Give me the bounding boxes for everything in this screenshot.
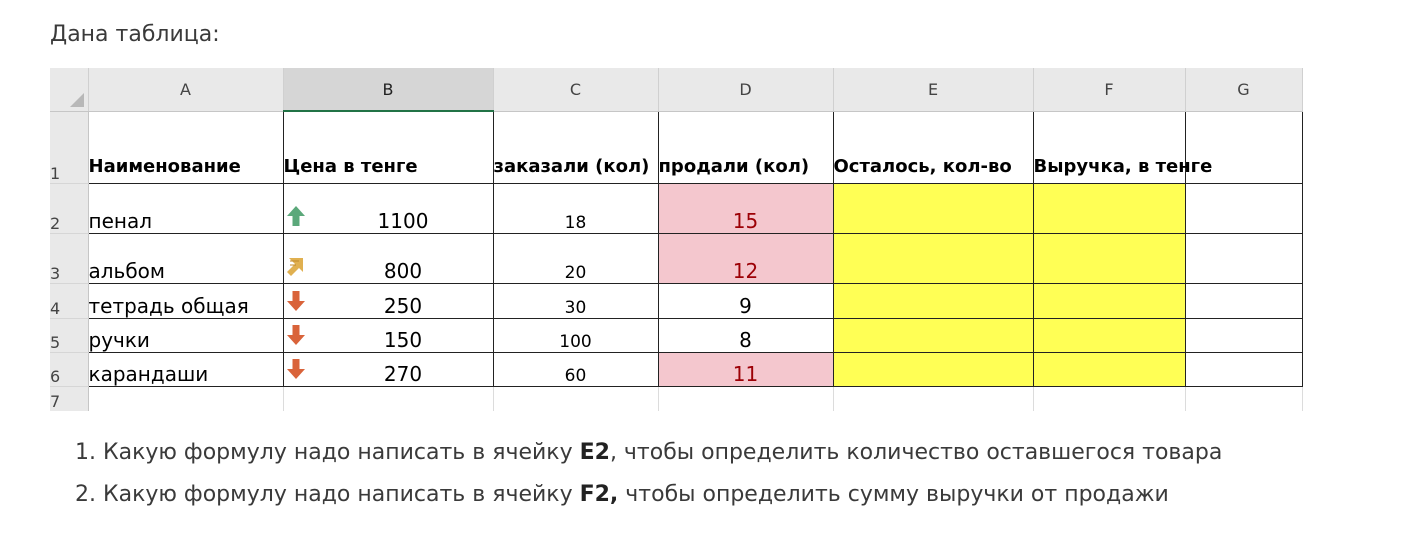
table-row	[50, 318, 1302, 352]
row-header-5[interactable]: 5	[50, 318, 88, 352]
cell-sold[interactable]: 11	[658, 352, 833, 386]
list-item	[75, 432, 1222, 474]
cell-g6[interactable]	[1185, 352, 1302, 386]
cell-ordered[interactable]: 18	[493, 183, 658, 233]
question-text-rest: , чтобы определить количество оставшегося товара	[609, 440, 1223, 465]
column-header-b[interactable]: B	[283, 68, 493, 111]
price-value: 150	[383, 327, 423, 352]
cell-g4[interactable]	[1185, 283, 1302, 318]
question-cell-ref: E2	[579, 440, 610, 465]
question-number: 2.	[75, 482, 103, 507]
cell-sold[interactable]: 9	[658, 283, 833, 318]
table-row	[50, 183, 1302, 233]
cell-f6[interactable]	[1033, 352, 1185, 386]
cell-name[interactable]: карандаши	[88, 352, 283, 386]
spreadsheet-image	[50, 68, 1302, 411]
arrow-down-red-icon	[286, 358, 306, 380]
cell-e3[interactable]	[833, 233, 1033, 283]
table-row	[50, 233, 1302, 283]
cell-name[interactable]: тетрадь общая	[88, 283, 283, 318]
intro-text: Дана таблица:	[50, 22, 220, 47]
column-header-a[interactable]: A	[88, 68, 283, 111]
cell-f5[interactable]	[1033, 318, 1185, 352]
cell-g7[interactable]	[1185, 386, 1302, 411]
cell-name[interactable]: пенал	[88, 183, 283, 233]
column-header-f[interactable]: F	[1033, 68, 1185, 111]
arrow-diagonal-yellow-icon	[286, 255, 306, 277]
arrow-down-red-icon	[286, 324, 306, 346]
arrow-up-green-icon	[286, 205, 306, 227]
cell-sold[interactable]: 12	[658, 233, 833, 283]
cell-g3[interactable]	[1185, 233, 1302, 283]
cell-e2[interactable]	[833, 183, 1033, 233]
question-text: Какую формулу надо написать в ячейку	[102, 482, 580, 507]
table-row	[50, 283, 1302, 318]
cell-g2[interactable]	[1185, 183, 1302, 233]
column-header-d[interactable]: D	[658, 68, 833, 111]
price-value: 270	[383, 361, 423, 386]
cell-price[interactable]	[283, 318, 493, 352]
price-value: 250	[383, 293, 423, 318]
row-header-3[interactable]: 3	[50, 233, 88, 283]
cell-f7[interactable]	[1033, 386, 1185, 411]
question-text: Какую формулу надо написать в ячейку	[102, 440, 580, 465]
select-all-corner[interactable]	[50, 68, 88, 111]
header-cell-revenue[interactable]: Выручка, в тенге	[1033, 111, 1185, 183]
header-cell-sold[interactable]: продали (кол)	[658, 111, 833, 183]
cell-price[interactable]	[283, 233, 493, 283]
cell-d7[interactable]	[658, 386, 833, 411]
row-header-6[interactable]: 6	[50, 352, 88, 386]
cell-f2[interactable]	[1033, 183, 1185, 233]
header-cell-price[interactable]: Цена в тенге	[283, 111, 493, 183]
cell-name[interactable]: альбом	[88, 233, 283, 283]
row-header-1[interactable]: 1	[50, 111, 88, 183]
cell-ordered[interactable]: 30	[493, 283, 658, 318]
question-text-rest: чтобы определить сумму выручки от продажи	[618, 482, 1169, 507]
column-header-c[interactable]: C	[493, 68, 658, 111]
header-cell-ordered[interactable]: заказали (кол)	[493, 111, 658, 183]
row-header-2[interactable]: 2	[50, 183, 88, 233]
cell-e5[interactable]	[833, 318, 1033, 352]
arrow-down-red-icon	[286, 290, 306, 312]
cell-b7[interactable]	[283, 386, 493, 411]
cell-g5[interactable]	[1185, 318, 1302, 352]
cell-price[interactable]	[283, 183, 493, 233]
cell-e4[interactable]	[833, 283, 1033, 318]
cell-sold[interactable]: 15	[658, 183, 833, 233]
cell-f3[interactable]	[1033, 233, 1185, 283]
select-all-triangle-icon	[70, 93, 84, 107]
cell-price[interactable]	[283, 352, 493, 386]
spreadsheet-grid	[50, 68, 1303, 411]
cell-name[interactable]: ручки	[88, 318, 283, 352]
price-value: 800	[383, 258, 423, 283]
cell-e7[interactable]	[833, 386, 1033, 411]
cell-c7[interactable]	[493, 386, 658, 411]
column-header-e[interactable]: E	[833, 68, 1033, 111]
row-header-4[interactable]: 4	[50, 283, 88, 318]
list-item	[75, 474, 1222, 516]
cell-ordered[interactable]: 100	[493, 318, 658, 352]
column-header-g[interactable]: G	[1185, 68, 1302, 111]
cell-a7[interactable]	[88, 386, 283, 411]
cell-e6[interactable]	[833, 352, 1033, 386]
question-cell-ref: F2,	[579, 482, 619, 507]
cell-price[interactable]	[283, 283, 493, 318]
cell-sold[interactable]: 8	[658, 318, 833, 352]
table-row	[50, 386, 1302, 411]
question-list	[75, 432, 1222, 516]
table-row	[50, 352, 1302, 386]
cell-ordered[interactable]: 20	[493, 233, 658, 283]
cell-ordered[interactable]: 60	[493, 352, 658, 386]
table-row	[50, 111, 1302, 183]
price-value: 1100	[377, 208, 429, 233]
question-number: 1.	[75, 440, 103, 465]
header-cell-name[interactable]: Наименование	[88, 111, 283, 183]
row-header-7[interactable]: 7	[50, 386, 88, 411]
cell-f4[interactable]	[1033, 283, 1185, 318]
header-cell-remaining[interactable]: Осталось, кол-во	[833, 111, 1033, 183]
